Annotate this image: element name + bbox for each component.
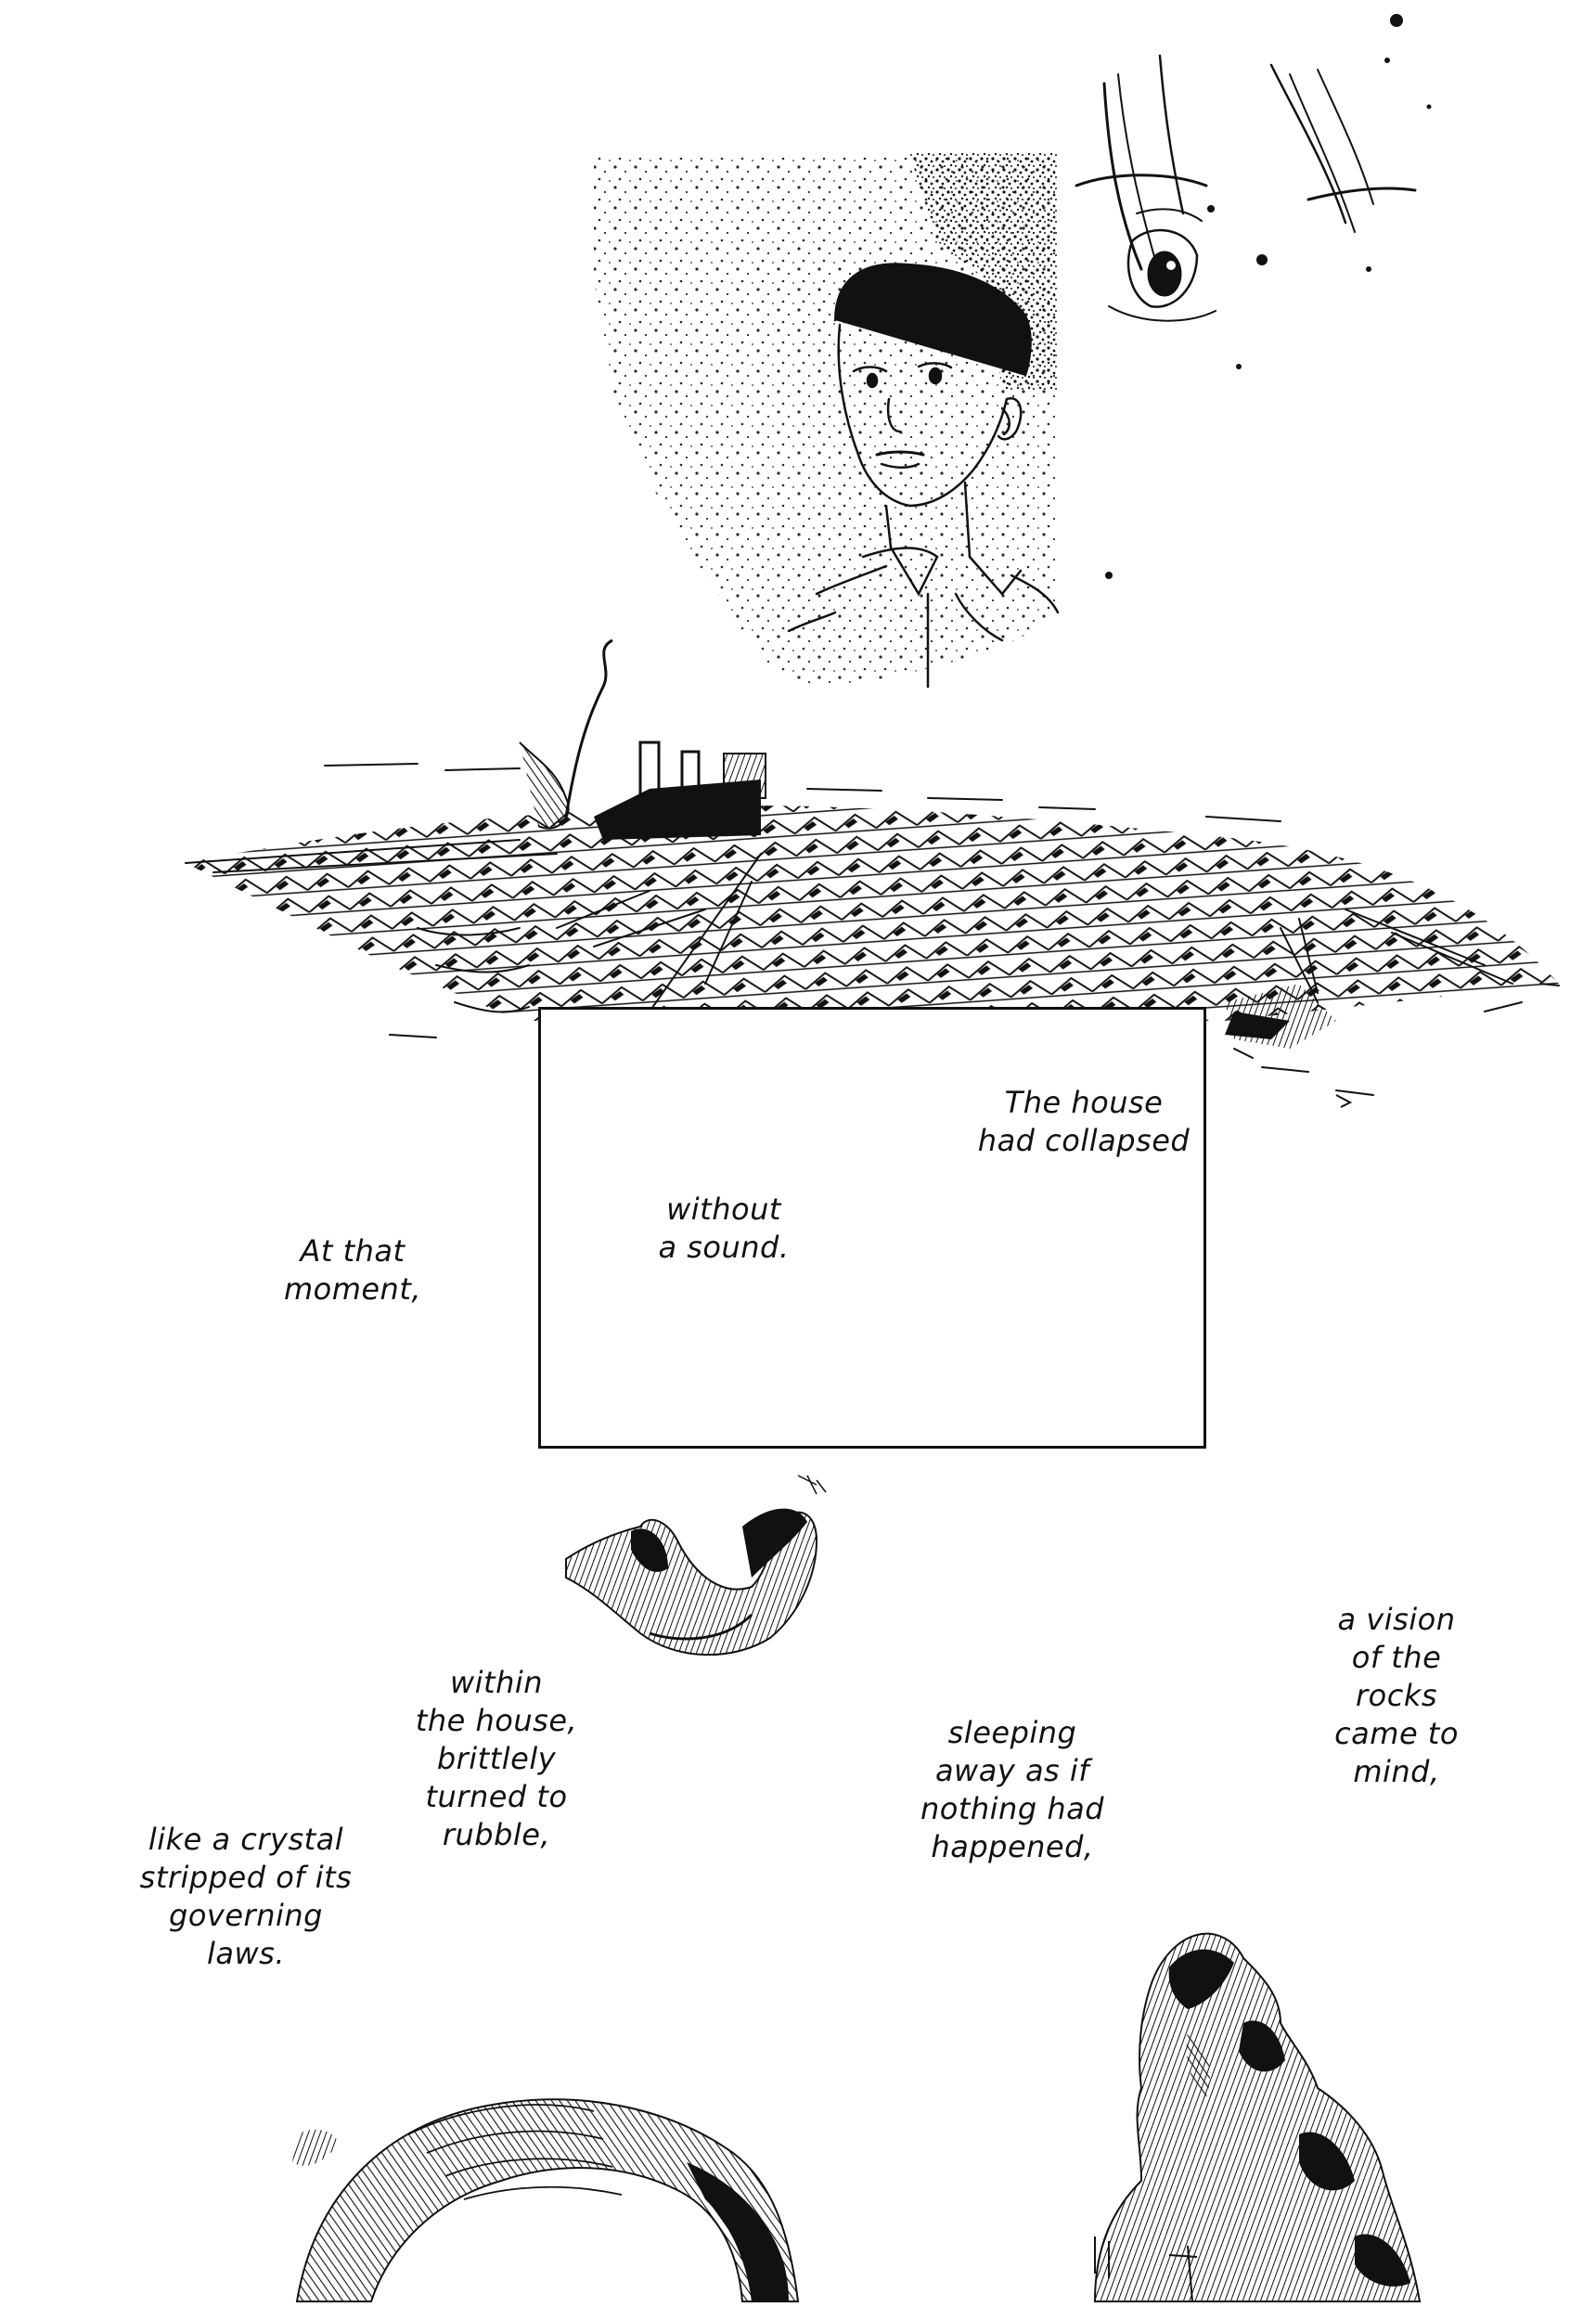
boy-portrait bbox=[594, 153, 1058, 687]
eye-closeup bbox=[1076, 14, 1432, 579]
caption-within-house: within the house, brittlely turned to rubble, bbox=[415, 1665, 578, 1852]
caption-house-collapsed: The house had collapsed bbox=[977, 1085, 1191, 1158]
caption-without-sound: without a sound. bbox=[658, 1192, 790, 1265]
rock-top bbox=[566, 1476, 826, 1655]
caption-sleeping-away: sleeping away as if nothing had happened, bbox=[920, 1715, 1105, 1864]
rock-arc bbox=[292, 2099, 798, 2301]
caption-vision-rocks: a vision of the rocks came to mind, bbox=[1334, 1602, 1459, 1789]
rock-tower bbox=[1095, 1934, 1420, 2301]
caption-at-that-moment: At that moment, bbox=[283, 1233, 422, 1307]
caption-like-crystal: like a crystal stripped of its governing laws. bbox=[139, 1822, 353, 1971]
narration-panel bbox=[538, 1007, 1206, 1449]
